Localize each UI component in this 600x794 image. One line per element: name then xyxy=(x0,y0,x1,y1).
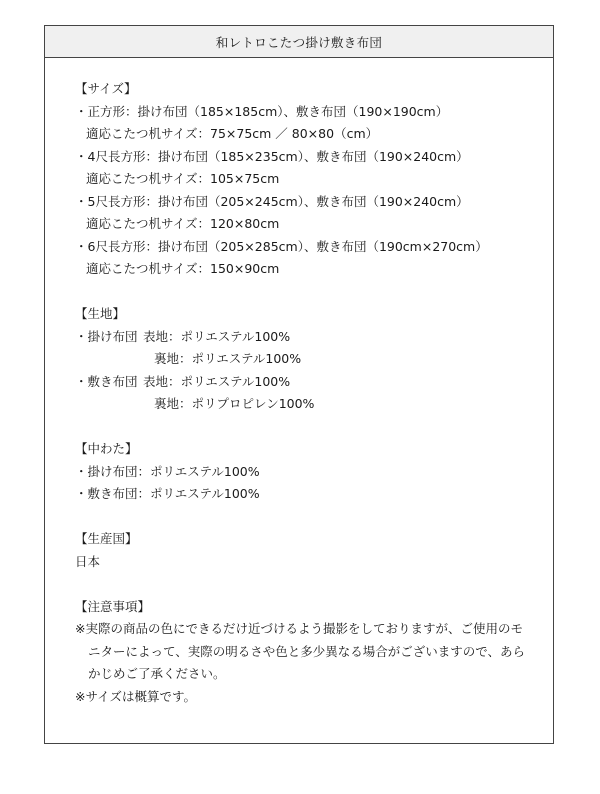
fabric-kake-front xyxy=(75,326,543,349)
origin-heading: 【生産国】 xyxy=(75,531,138,546)
fabric-shiki-front-value: 表地：ポリエステル100% xyxy=(143,373,291,389)
size-6shaku-table: 適応こたつ机サイズ：150×90cm xyxy=(86,261,280,276)
notes-line-3: かじめご了承ください。 xyxy=(88,666,226,681)
fabric-kake-back: 裏地：ポリエステル100% xyxy=(154,351,302,366)
notes-line-4: ※サイズは概算です。 xyxy=(75,688,196,704)
size-4shaku-table: 適応こたつ机サイズ：105×75cm xyxy=(86,171,280,186)
size-4shaku: ・4尺長方形：掛け布団（185×235cm）、敷き布団（190×240cm） xyxy=(75,148,469,164)
spec-table xyxy=(44,25,554,744)
size-square-table: 適応こたつ机サイズ：75×75cm ／ 80×80（cm） xyxy=(86,126,379,141)
fabric-shiki-front xyxy=(75,371,543,394)
filling-kake: ・掛け布団：ポリエステル100% xyxy=(75,463,260,479)
filling-heading: 【中わた】 xyxy=(75,441,138,456)
notes-heading: 【注意事項】 xyxy=(75,598,151,614)
spec-title: 和レトロこたつ掛け敷き布団 xyxy=(45,26,553,58)
notes-line-2: ニターによって、実際の明るさや色と多少異なる場合がございますので、あら xyxy=(88,643,526,659)
size-6shaku: ・6尺長方形：掛け布団（205×285cm）、敷き布団（190cm×270cm） xyxy=(75,238,488,254)
fabric-shiki-back: 裏地：ポリプロピレン100% xyxy=(154,396,315,411)
size-5shaku-table: 適応こたつ机サイズ：120×80cm xyxy=(86,216,280,231)
size-square: ・正方形：掛け布団（185×185cm）、敷き布団（190×190cm） xyxy=(75,103,449,119)
spec-content xyxy=(75,78,543,708)
fabric-heading: 【生地】 xyxy=(75,306,126,321)
fabric-kake-front-value: 表地：ポリエステル100% xyxy=(143,328,291,344)
origin-value: 日本 xyxy=(75,553,101,569)
fabric-kake-label: ・掛け布団 xyxy=(75,328,138,344)
size-5shaku: ・5尺長方形：掛け布団（205×245cm）、敷き布団（190×240cm） xyxy=(75,193,469,209)
notes-line-1: ※実際の商品の色にできるだけ近づけるよう撮影をしておりますが、ご使用のモ xyxy=(75,621,523,636)
size-heading: 【サイズ】 xyxy=(75,81,137,96)
filling-shiki: ・敷き布団：ポリエステル100% xyxy=(75,486,260,501)
fabric-shiki-label: ・敷き布団 xyxy=(75,373,138,389)
